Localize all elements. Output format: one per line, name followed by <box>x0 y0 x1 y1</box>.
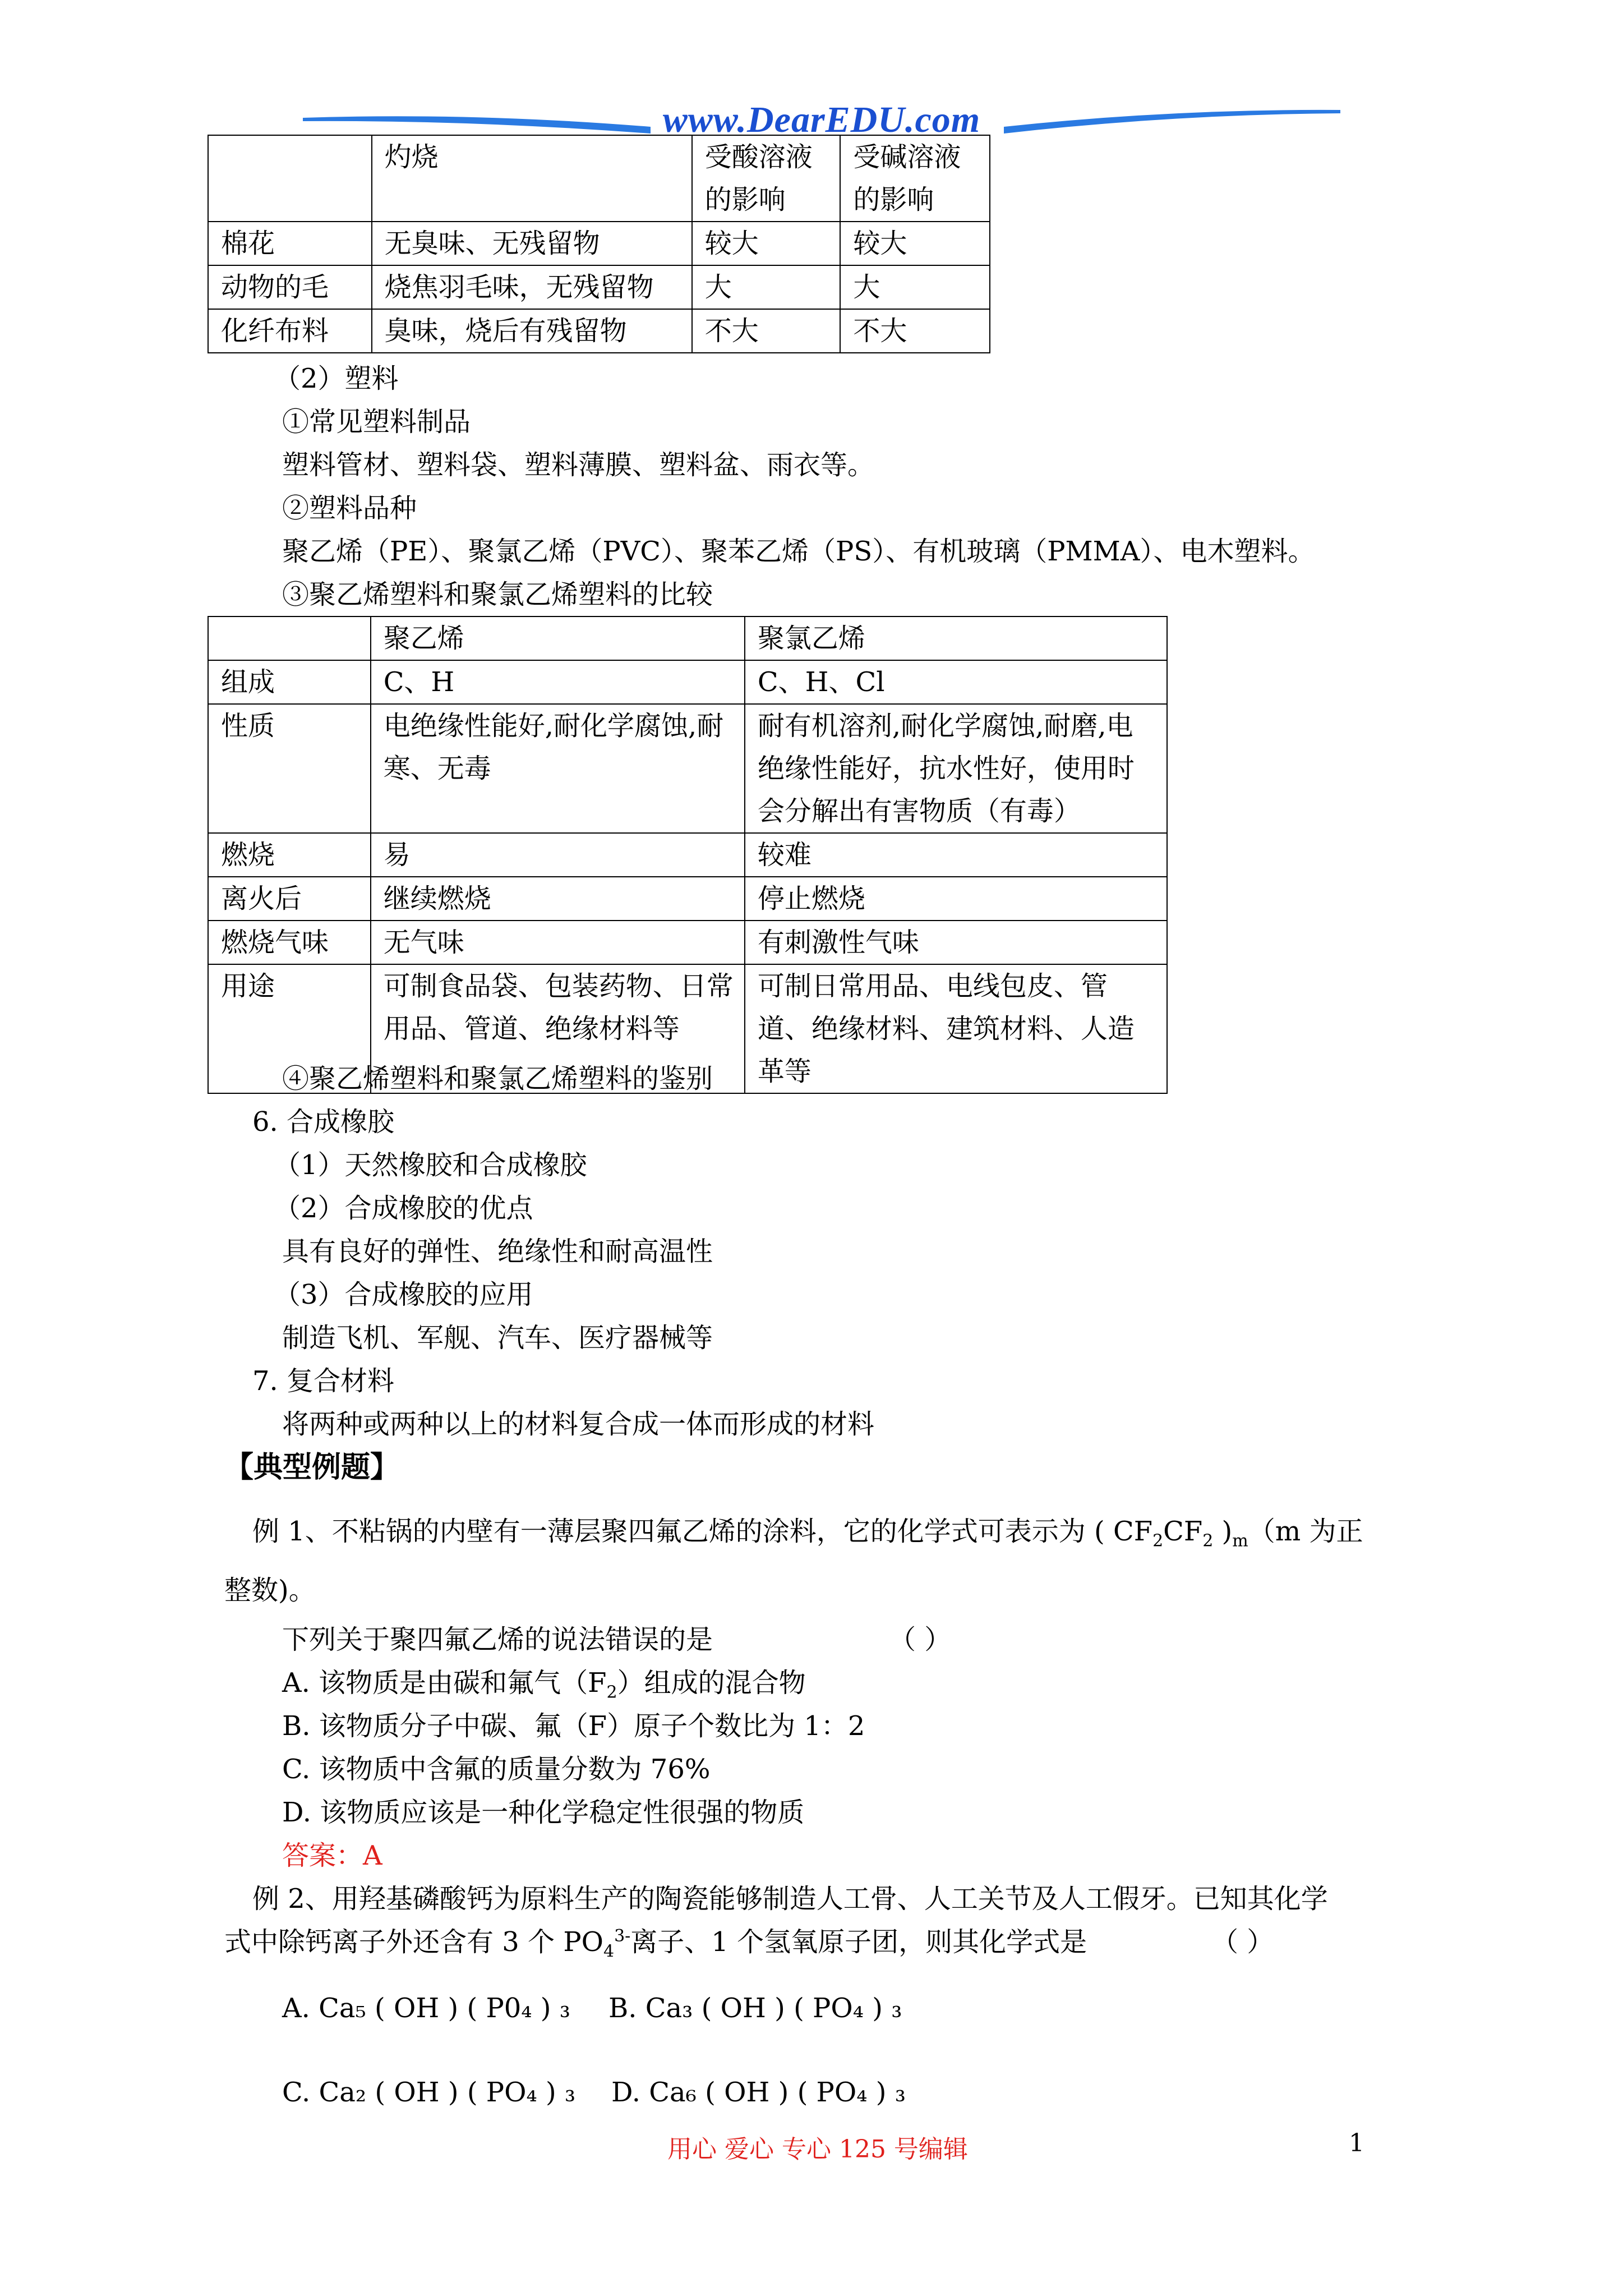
table-cell: 受酸溶液的影响 <box>692 135 841 222</box>
text-line: （2）合成橡胶的优点 <box>274 1193 533 1224</box>
table-cell <box>208 135 372 222</box>
answer-text: 答案：A <box>282 1840 382 1871</box>
table-cell: 可制日常用品、电线包皮、管道、绝缘材料、建筑材料、人造革等 <box>745 964 1167 1093</box>
table-row <box>208 704 1167 833</box>
page-number: 1 <box>1349 2129 1364 2157</box>
text-line: 6. 合成橡胶 <box>252 1106 395 1138</box>
table-cell: 较难 <box>745 833 1167 877</box>
answer-blank: （ ） <box>889 1624 952 1655</box>
text-line: ①常见塑料制品 <box>282 406 471 438</box>
table-cell: 停止燃烧 <box>745 877 1167 921</box>
text-line: 7. 复合材料 <box>252 1365 395 1397</box>
option-d: D. 该物质应该是一种化学稳定性很强的物质 <box>282 1797 805 1828</box>
table-cell: 电绝缘性能好,耐化学腐蚀,耐寒、无毒 <box>371 704 745 833</box>
text-line: （1）天然橡胶和合成橡胶 <box>274 1149 587 1181</box>
footer-text: 用心 爱心 专心 125 号编辑 <box>667 2135 968 2164</box>
option-a <box>282 1666 806 1703</box>
option-b: B. 该物质分子中碳、氟（F）原子个数比为 1：2 <box>282 1710 865 1742</box>
table-row <box>208 660 1167 704</box>
table-cell: 易 <box>371 833 745 877</box>
table-row <box>208 921 1167 964</box>
table-row <box>208 877 1167 921</box>
table-cell: 臭味，烧后有残留物 <box>372 309 692 353</box>
text-line: （3）合成橡胶的应用 <box>274 1279 533 1310</box>
table-row <box>208 309 990 353</box>
table-cell: 大 <box>840 265 990 309</box>
table-cell: 离火后 <box>208 877 371 921</box>
table-cell: 较大 <box>692 222 841 265</box>
text-line: ②塑料品种 <box>282 493 417 524</box>
table-row <box>208 833 1167 877</box>
subscript: 4 <box>603 1941 615 1962</box>
table-cell: 大 <box>692 265 841 309</box>
table-cell: 聚乙烯 <box>371 616 745 660</box>
table-header-row <box>208 616 1167 660</box>
table-cell: 继续燃烧 <box>371 877 745 921</box>
text-line: 整数)。 <box>224 1575 316 1606</box>
text-line: ④聚乙烯塑料和聚氯乙烯塑料的鉴别 <box>282 1063 713 1094</box>
text-line: ③聚乙烯塑料和聚氯乙烯塑料的比较 <box>282 579 713 610</box>
table-cell: 有刺激性气味 <box>745 921 1167 964</box>
subscript: 2 <box>606 1682 617 1703</box>
text-span: 式中除钙离子外还含有 3 个 PO <box>224 1926 603 1958</box>
text-line: 制造飞机、军舰、汽车、医疗器械等 <box>282 1322 713 1354</box>
table-cell: 燃烧气味 <box>208 921 371 964</box>
question-line: 下列关于聚四氟乙烯的说法错误的是 <box>282 1624 713 1655</box>
table-cell: 灼烧 <box>372 135 692 222</box>
text-span: 例 1、不粘锅的内壁有一薄层聚四氟乙烯的涂料，它的化学式可表示为 ( CF <box>252 1516 1153 1547</box>
table-cell: 棉花 <box>208 222 372 265</box>
example-1-intro <box>252 1515 1363 1551</box>
subscript: m <box>1232 1531 1248 1551</box>
section-heading: 【典型例题】 <box>224 1450 400 1484</box>
table-cell: C、H <box>371 660 745 704</box>
plastic-comparison-table <box>208 616 1168 1094</box>
table-row <box>208 222 990 265</box>
table-row <box>208 265 990 309</box>
table-cell: 不大 <box>692 309 841 353</box>
table-cell: C、H、Cl <box>745 660 1167 704</box>
subscript: 2 <box>1152 1531 1164 1551</box>
text-line: 塑料管材、塑料袋、塑料薄膜、塑料盆、雨衣等。 <box>282 449 875 481</box>
text-span: ）组成的混合物 <box>617 1667 806 1699</box>
text-span: CF <box>1163 1516 1203 1547</box>
table-header-row <box>208 135 990 222</box>
table-cell: 聚氯乙烯 <box>745 616 1167 660</box>
option-c: C. Ca₂ ( OH ) ( PO₄ ) ₃ <box>282 2077 576 2108</box>
table-cell: 可制食品袋、包装药物、日常用品、管道、绝缘材料等 <box>371 964 745 1093</box>
text-span: 离子、1 个氢氧原子团，则其化学式是 <box>630 1926 1087 1958</box>
example-2-line-1: 例 2、用羟基磷酸钙为原料生产的陶瓷能够制造人工骨、人工关节及人工假牙。已知其化学 <box>252 1883 1328 1915</box>
table-cell: 用途 <box>208 964 371 1093</box>
table-cell: 性质 <box>208 704 371 833</box>
text-span: ) <box>1213 1516 1233 1547</box>
text-line: 将两种或两种以上的材料复合成一体而形成的材料 <box>282 1409 875 1440</box>
superscript: 3- <box>614 1926 631 1946</box>
table-cell: 较大 <box>840 222 990 265</box>
table-cell: 燃烧 <box>208 833 371 877</box>
option-b: B. Ca₃ ( OH ) ( PO₄ ) ₃ <box>608 1993 902 2024</box>
example-2-line-2 <box>224 1925 1087 1962</box>
table-cell: 化纤布料 <box>208 309 372 353</box>
text-span: （m 为正 <box>1248 1516 1363 1547</box>
text-span: A. 该物质是由碳和氟气（F <box>282 1667 607 1699</box>
text-line: 具有良好的弹性、绝缘性和耐高温性 <box>282 1236 713 1267</box>
table-cell: 不大 <box>840 309 990 353</box>
table-cell: 无气味 <box>371 921 745 964</box>
subscript: 2 <box>1202 1531 1214 1551</box>
option-c: C. 该物质中含氟的质量分数为 76% <box>282 1754 711 1785</box>
table-cell: 受碱溶液的影响 <box>840 135 990 222</box>
site-logo-text[interactable]: www.DearEDU.com <box>662 99 981 140</box>
table-cell: 动物的毛 <box>208 265 372 309</box>
option-d: D. Ca₆ ( OH ) ( PO₄ ) ₃ <box>611 2077 906 2108</box>
text-line: （2）塑料 <box>274 363 399 394</box>
answer-blank: （ ） <box>1211 1926 1274 1958</box>
table-cell: 无臭味、无残留物 <box>372 222 692 265</box>
table-cell <box>208 616 371 660</box>
fiber-comparison-table <box>208 135 990 353</box>
table-cell: 烧焦羽毛味，无残留物 <box>372 265 692 309</box>
table-cell: 耐有机溶剂,耐化学腐蚀,耐磨,电绝缘性能好，抗水性好，使用时会分解出有害物质（有毒） <box>745 704 1167 833</box>
text-line: 聚乙烯（PE）、聚氯乙烯（PVC）、聚苯乙烯（PS）、有机玻璃（PMMA）、电木塑料。 <box>282 536 1315 567</box>
option-a: A. Ca₅ ( OH ) ( P0₄ ) ₃ <box>282 1993 571 2024</box>
table-cell: 组成 <box>208 660 371 704</box>
